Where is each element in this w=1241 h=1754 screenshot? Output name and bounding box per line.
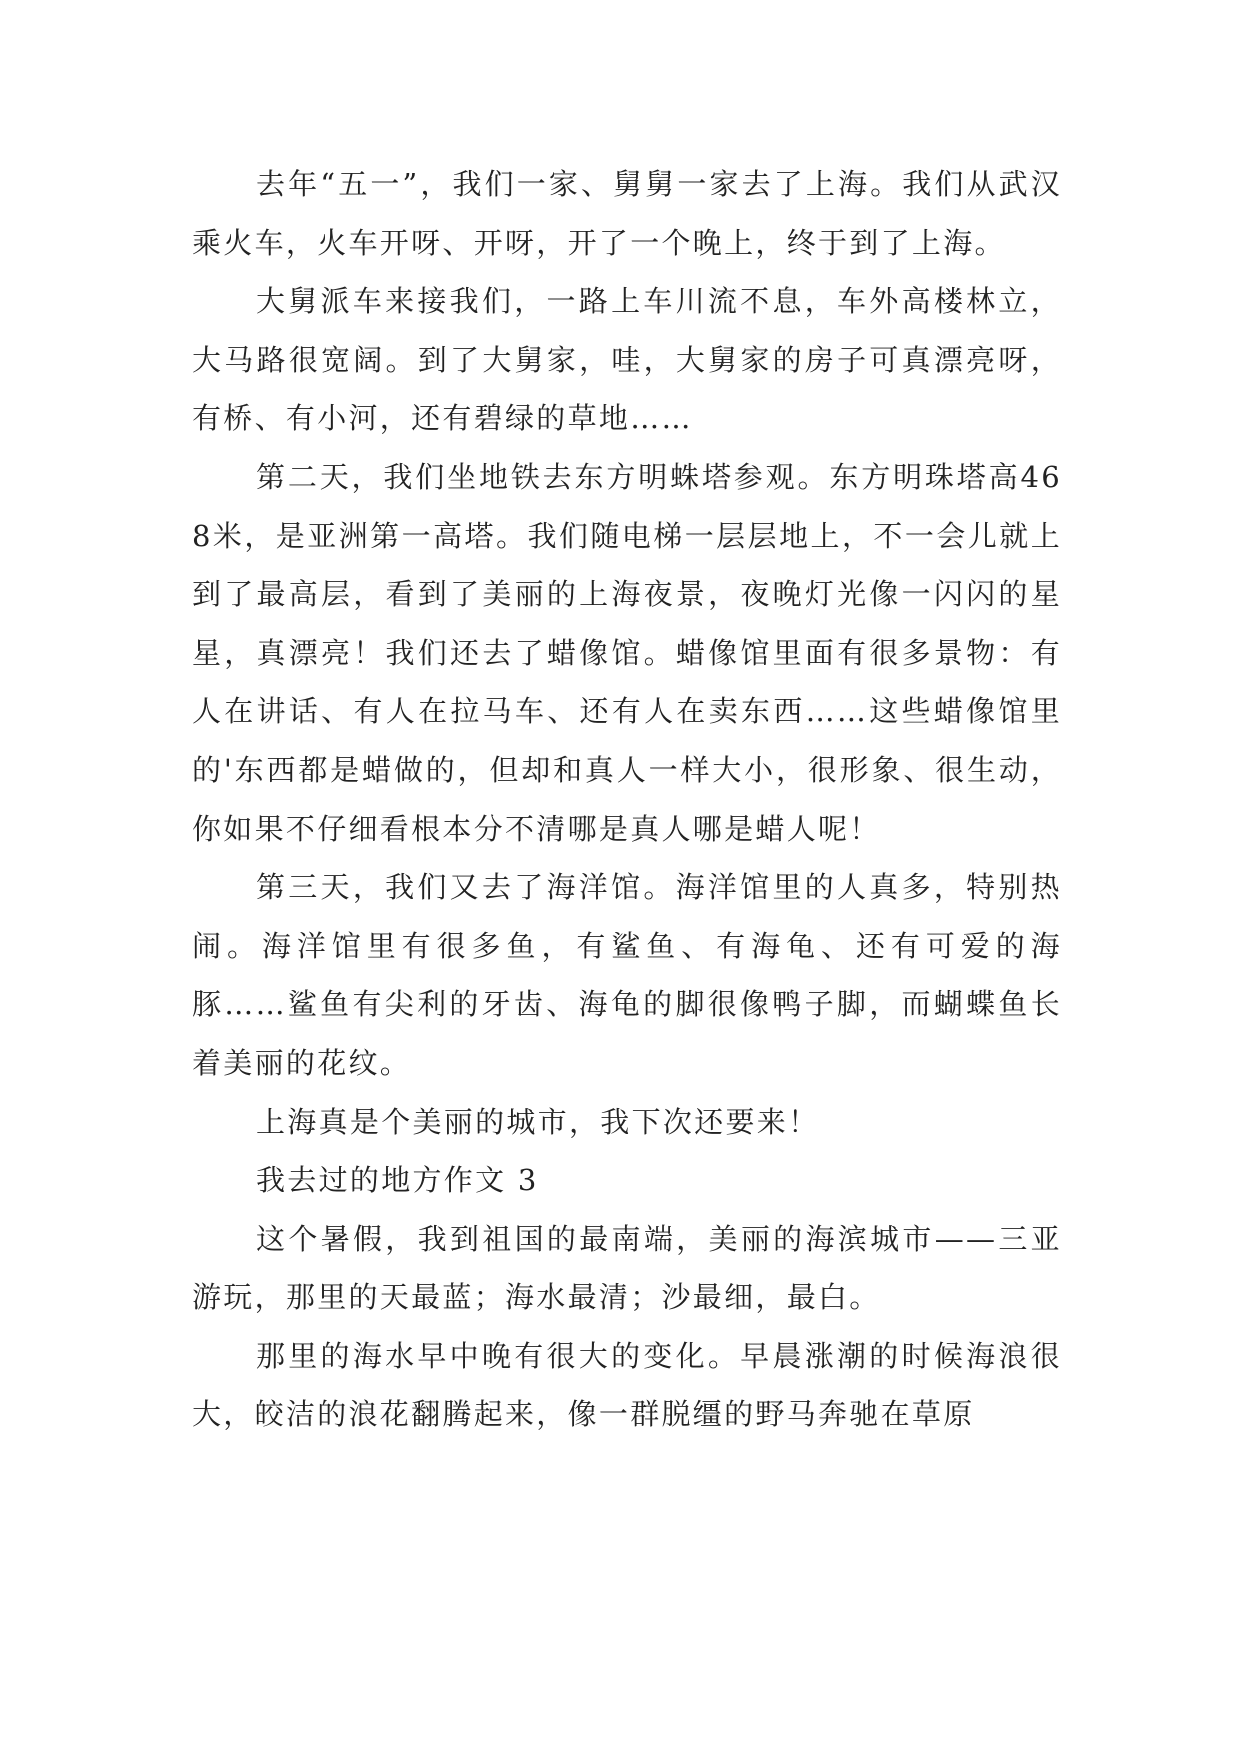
paragraph-sanya-intro: 这个暑假，我到祖国的最南端，美丽的海滨城市——三亚游玩，那里的天最蓝；海水最清；沙最细，最白。 bbox=[192, 1221, 1062, 1315]
paragraph-day-three: 第三天，我们又去了海洋馆。海洋馆里的人真多，特别热闹。海洋馆里有很多鱼，有鲨鱼、有海龟、还有可爱的海豚……鲨鱼有尖利的牙齿、海龟的脚很像鸭子脚，而蝴蝶鱼长着美丽的花纹。 bbox=[192, 870, 1062, 1080]
paragraph-arrival: 去年“五一”，我们一家、舅舅一家去了上海。我们从武汉乘火车，火车开呀、开呀，开了一个晚上，终于到了上海。 bbox=[192, 167, 1062, 260]
paragraph-day-two: 第二天，我们坐地铁去东方明蛛塔参观。东方明珠塔高468米，是亚洲第一高塔。我们随电梯一层层地上，不一会儿就上到了最高层，看到了美丽的上海夜景，夜晚灯光像一闪闪的星星，真漂亮！我们还去了蜡像馆。蜡像馆里面有很多景物：有人在讲话、有人在拉马车、还有人在卖东西……这些蜡像馆里的'东西都是蜡做的，但却和真人一样大小，很形象、很生动，你如果不仔细看根本分不清哪是真人哪是蜡人呢！ bbox=[192, 459, 1062, 846]
section-heading: 我去过的地方作文 3 bbox=[256, 1163, 539, 1198]
paragraph-sanya-sea: 那里的海水早中晚有很大的变化。早晨涨潮的时候海浪很大，皎洁的浪花翻腾起来，像一群脱缰的野马奔驰在草原 bbox=[192, 1338, 1062, 1432]
document-body bbox=[192, 155, 1062, 1444]
paragraph-conclusion: 上海真是个美丽的城市，我下次还要来！ bbox=[256, 1104, 820, 1139]
paragraph-uncle-house: 大舅派车来接我们，一路上车川流不息，车外高楼林立，大马路很宽阔。到了大舅家，哇，大舅家的房子可真漂亮呀，有桥、有小河，还有碧绿的草地…… bbox=[192, 284, 1062, 436]
